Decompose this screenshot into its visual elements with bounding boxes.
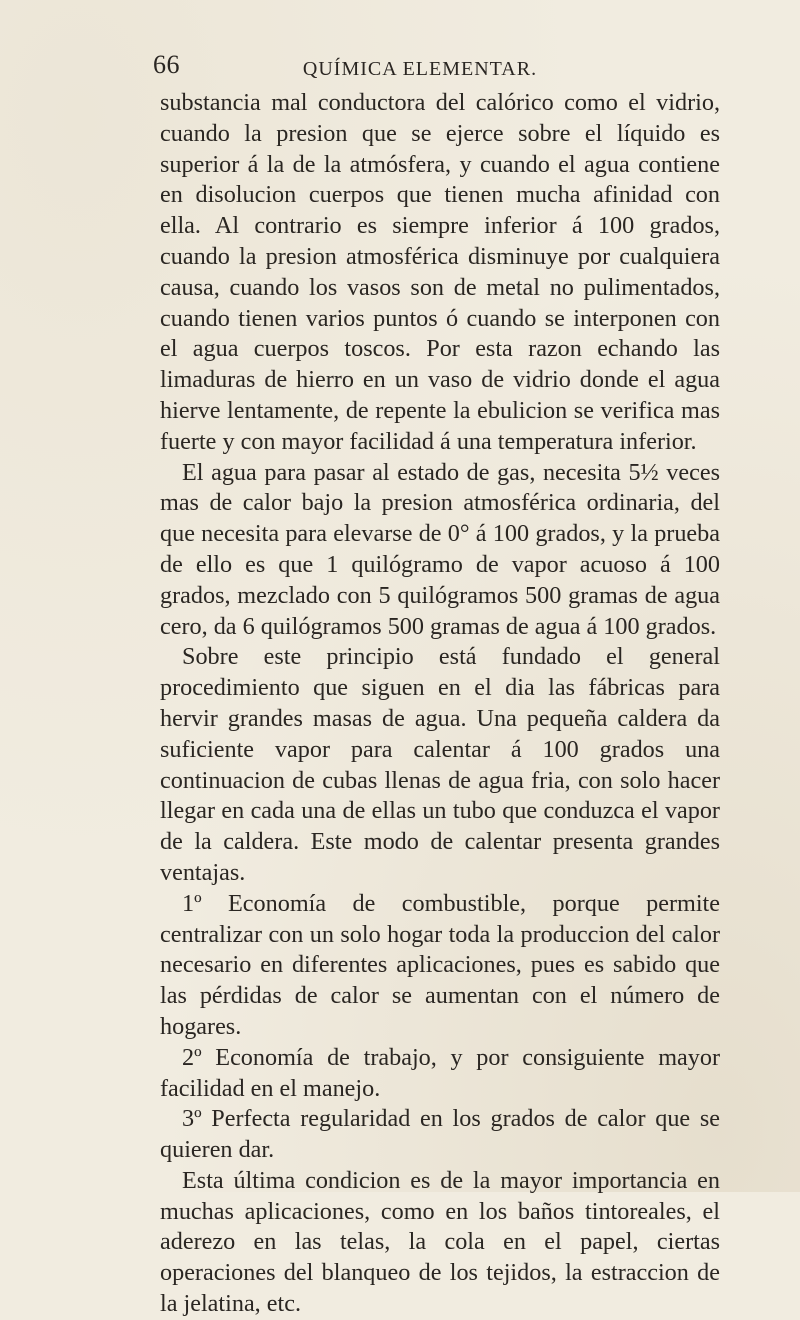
paragraph-principle: Sobre este principio está fundado el general procedimiento que siguen en el dia las fábricas para hervir grandes masas de agua. Una pequeña caldera da suficiente vapor para calentar á 100 grados una continuacion de cubas llenas de agua fria, con solo hacer llegar en cada una de ellas un tubo que conduzca el vapor de la caldera. Este modo de calentar presenta grandes ventajas.: [160, 643, 720, 886]
page-number: 66: [153, 50, 180, 79]
paragraph-applications: Esta última condicion es de la mayor importancia en muchas aplicaciones, como en los baños tintoreales, el aderezo en las telas, la cola en el papel, ciertas operaciones del blanqueo de los tejidos, la estraccion de la jelatina, etc.: [160, 1166, 720, 1318]
paragraph-advantage-2: 2º Economía de trabajo, y por consiguiente mayor facilidad en el manejo.: [160, 1043, 720, 1102]
body-text: [160, 88, 720, 1320]
paragraph-continuation: substancia mal conductora del calórico como el vidrio, cuando la presion que se ejerce sobre el líquido es superior á la de la atmósfera, y cuando el agua contiene en disolucion cuerpos que tienen mucha afinidad con ella. Al contrario es siempre inferior á 100 grados, cuando la presion atmosférica disminuye por cualquiera causa, cuando los vasos son de metal no pulimentados, cuando tienen varios puntos ó cuando se interponen con el agua cuerpos toscos. Por esta razon echando las limaduras de hierro en un vaso de vidrio donde el agua hierve lentamente, de repente la ebulicion se verifica mas fuerte y con mayor facilidad á una temperatura inferior.: [160, 89, 720, 455]
paragraph-advantage-3: 3º Perfecta regularidad en los grados de calor que se quieren dar.: [160, 1105, 720, 1164]
running-title: QUÍMICA ELEMENTAR.: [302, 58, 538, 80]
paragraph-vapor-heat: El agua para pasar al estado de gas, necesita 5½ veces mas de calor bajo la presion atmosférica ordinaria, del que necesita para elevarse de 0° á 100 grados, y la prueba de ello es que 1 quilógramo de vapor acuoso á 100 grados, mezclado con 5 quilógramos 500 gramas de agua cero, da 6 quilógramos 500 gramas de agua á 100 grados.: [160, 458, 720, 640]
paragraph-advantage-1: 1º Economía de combustible, porque permite centralizar con un solo hogar toda la produccion del calor necesario en diferentes aplicaciones, pues es sabido que las pérdidas de calor se aumentan con el número de hogares.: [160, 889, 720, 1040]
